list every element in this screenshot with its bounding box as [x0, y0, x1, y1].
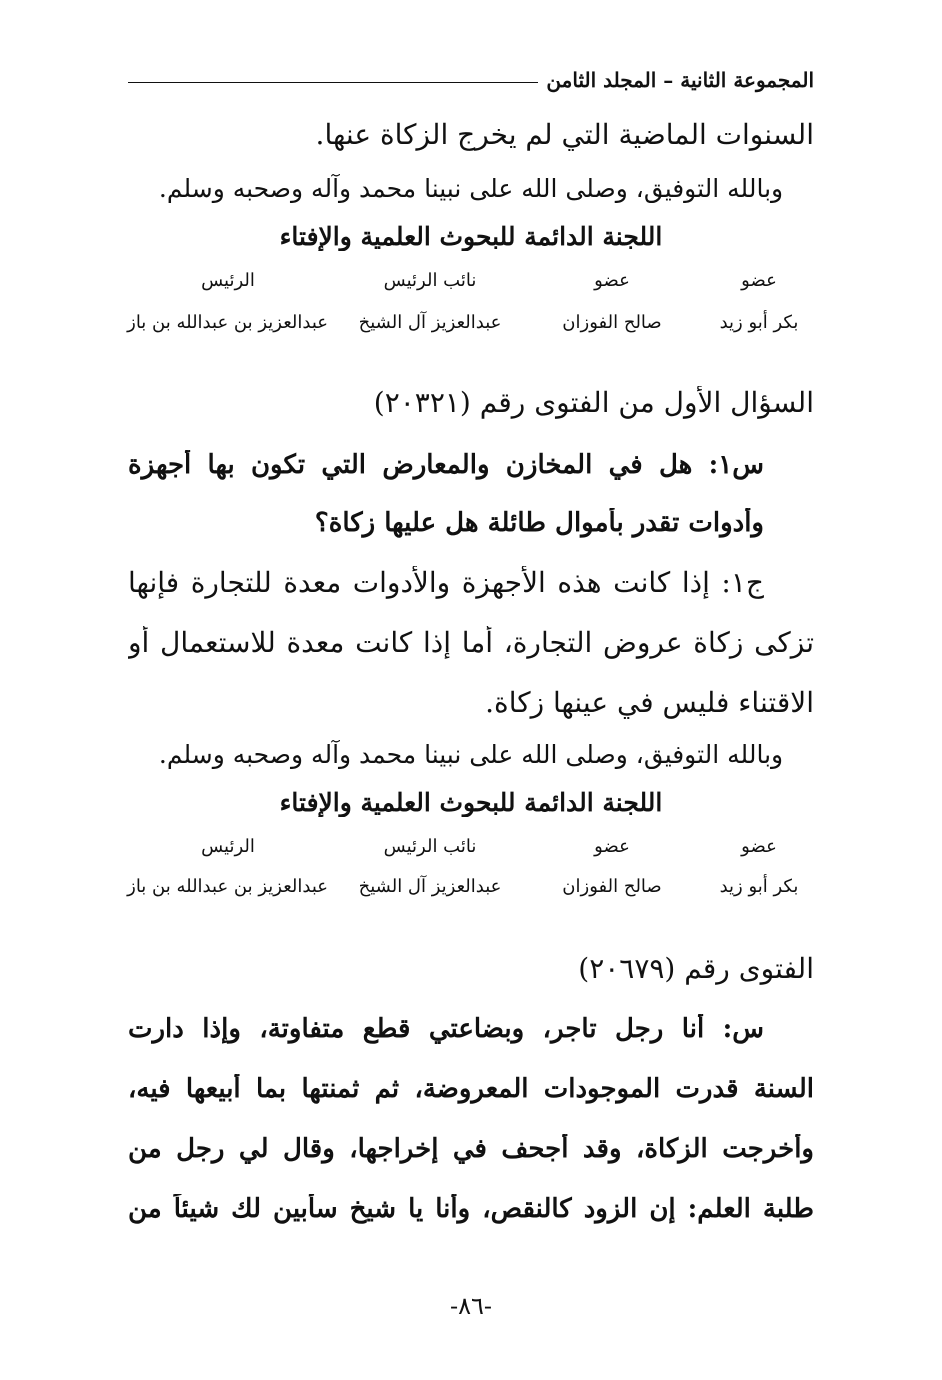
answer-line: ج١: إذا كانت هذه الأجهزة والأدوات معدة للتجارة فإنها: [128, 566, 764, 599]
header-title: المجموعة الثانية – المجلد الثامن: [546, 68, 814, 92]
answer-line: تزكى زكاة عروض التجارة، أما إذا كانت معدة للاستعمال أو: [128, 626, 814, 659]
signatory-name: عبدالعزيز بن عبدالله بن باز: [127, 876, 328, 897]
question-line: وأدوات تقدر بأموال طائلة هل عليها زكاة؟: [314, 508, 764, 538]
fatwa-heading: الفتوى رقم (٢٠٦٧٩): [578, 952, 814, 985]
signatory-title: الرئيس: [201, 836, 255, 857]
signatory-title: نائب الرئيس: [383, 270, 477, 291]
header-rule: [128, 82, 538, 83]
closing-formula: وبالله التوفيق، وصلى الله على نبينا محمد وآله وصحبه وسلم.: [158, 174, 784, 203]
signatory-titles-row: [128, 836, 814, 857]
signatory-name: عبدالعزيز بن عبدالله بن باز: [127, 312, 328, 333]
running-header: [128, 62, 814, 98]
question-line: وأخرجت الزكاة، وقد أجحف في إخراجها، وقال لي رجل من: [128, 1134, 814, 1164]
fatwa-heading: السؤال الأول من الفتوى رقم (٢٠٣٢١): [373, 386, 814, 419]
question-line: س١: هل في المخازن والمعارض التي تكون بها أجهزة: [128, 450, 764, 480]
signatory-title: عضو: [594, 270, 630, 291]
signatory-name: عبدالعزيز آل الشيخ: [358, 876, 502, 897]
continuation-line: السنوات الماضية التي لم يخرج الزكاة عنها.: [315, 118, 814, 151]
committee-name: اللجنة الدائمة للبحوث العلمية والإفتاء: [279, 788, 663, 817]
question-line: طلبة العلم: إن الزود كالنقص، وأنا يا شيخ سأبين لك شيئاً من: [128, 1194, 814, 1224]
signatory-name: صالح الفوزان: [562, 876, 662, 897]
signatory-title: عضو: [741, 270, 777, 291]
signatory-name: بكر أبو زيد: [719, 312, 799, 333]
question-line: س: أنا رجل تاجر، وبضاعتي قطع متفاوتة، وإذا دارت: [128, 1014, 764, 1044]
signatory-title: الرئيس: [201, 270, 255, 291]
signatory-names-row: [128, 312, 814, 333]
signatory-names-row: [128, 876, 814, 897]
signatory-name: بكر أبو زيد: [719, 876, 799, 897]
question-line: السنة قدرت الموجودات المعروضة، ثم ثمنتها بما أبيعها فيه،: [128, 1074, 814, 1104]
signatory-name: صالح الفوزان: [562, 312, 662, 333]
page-number: -٨٦-: [450, 1292, 492, 1320]
signatory-name: عبدالعزيز آل الشيخ: [358, 312, 502, 333]
signatory-title: عضو: [741, 836, 777, 857]
signatory-titles-row: [128, 270, 814, 291]
closing-formula: وبالله التوفيق، وصلى الله على نبينا محمد وآله وصحبه وسلم.: [158, 740, 784, 769]
signatory-title: نائب الرئيس: [383, 836, 477, 857]
signatory-title: عضو: [594, 836, 630, 857]
committee-name: اللجنة الدائمة للبحوث العلمية والإفتاء: [279, 222, 663, 251]
answer-line: الاقتناء فليس في عينها زكاة.: [485, 686, 814, 719]
